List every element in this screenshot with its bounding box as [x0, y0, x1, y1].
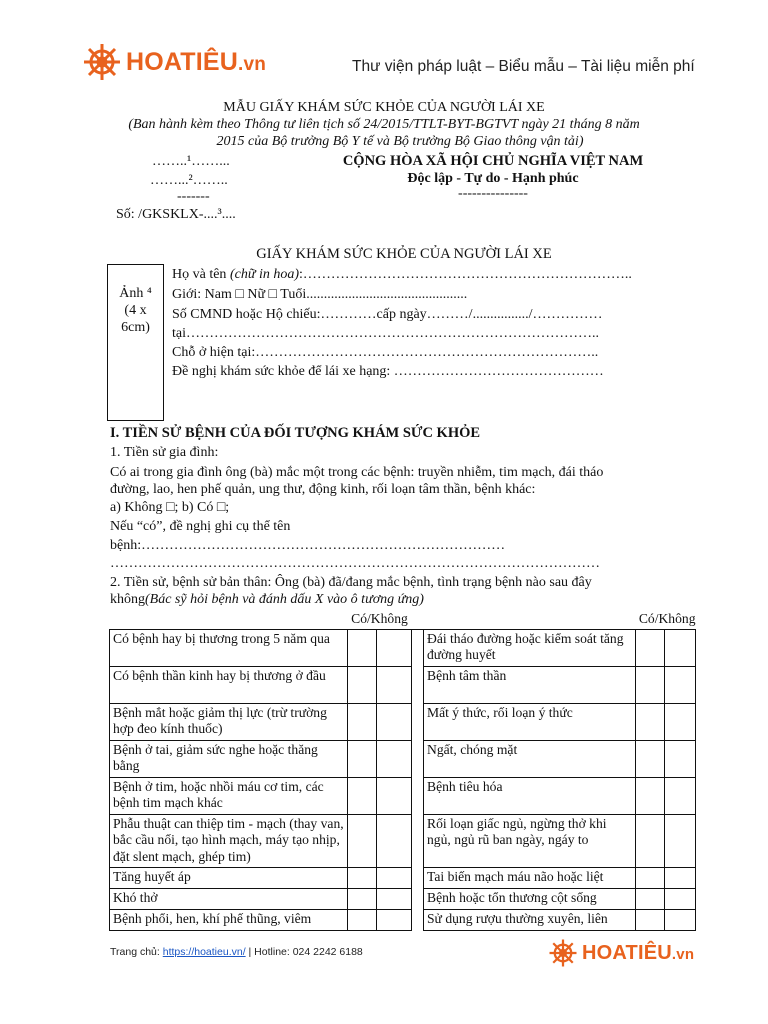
- nation-name: CỘNG HÒA XÃ HỘI CHỦ NGHĨA VIỆT NAM: [342, 153, 644, 169]
- footer-info: Trang chủ: https://hoatieu.vn/ | Hotline: 024 2242 6188: [110, 946, 363, 958]
- family-history-title: 1. Tiền sử gia đình:: [110, 445, 219, 460]
- yes-no-header-right: Có/Không: [636, 611, 696, 629]
- yes-checkbox-left[interactable]: [348, 909, 377, 930]
- yes-checkbox-left[interactable]: [348, 703, 377, 740]
- yes-checkbox-right[interactable]: [636, 867, 665, 888]
- condition-label-left: Phẫu thuật can thiệp tim - mạch (thay van, bắc cầu nối, tạo hình mạch, máy tạo nhịp, đặt slent mạch, ghép tim): [110, 814, 348, 867]
- org-divider: -------: [177, 189, 210, 204]
- yes-checkbox-left[interactable]: [348, 888, 377, 909]
- table-row: [110, 909, 696, 930]
- yes-checkbox-left[interactable]: [348, 629, 377, 666]
- footer-brand-name: HOATIÊU.vn: [582, 941, 695, 964]
- condition-label-left: Bệnh phổi, hen, khí phế thũng, viêm: [110, 909, 348, 930]
- history-table: [109, 611, 696, 931]
- certificate-title: GIẤY KHÁM SỨC KHỎE CỦA NGƯỜI LÁI XE: [256, 246, 552, 262]
- condition-label-left: Bệnh ở tim, hoặc nhồi máu cơ tim, các bệnh tim mạch khác: [110, 777, 348, 814]
- condition-label-right: Rối loạn giấc ngủ, ngừng thở khi ngủ, ngủ rũ ban ngày, ngáy to: [424, 814, 636, 867]
- form-subtitle-2: 2015 của Bộ trưởng Bộ Y tế và Bộ trưởng Bộ Giao thông vận tải): [216, 134, 584, 149]
- family-dots-line: ……………………………………………………………………………………………: [110, 556, 600, 571]
- table-row: [110, 629, 696, 666]
- footer-brand-logo[interactable]: [548, 936, 694, 970]
- no-checkbox-left[interactable]: [377, 888, 412, 909]
- table-gap: [412, 888, 424, 909]
- form-title: MẪU GIẤY KHÁM SỨC KHỎE CỦA NGƯỜI LÁI XE: [223, 100, 545, 115]
- yes-checkbox-left[interactable]: [348, 740, 377, 777]
- no-checkbox-left[interactable]: [377, 777, 412, 814]
- photo-label: Ảnh ⁴: [119, 286, 152, 301]
- gender-age-field[interactable]: Giới: Nam □ Nữ □ Tuổi..............................................: [172, 287, 468, 302]
- yes-checkbox-right[interactable]: [636, 666, 665, 703]
- condition-label-right: Mất ý thức, rối loạn ý thức: [424, 703, 636, 740]
- family-options[interactable]: a) Không □; b) Có □;: [110, 500, 230, 515]
- no-checkbox-left[interactable]: [377, 867, 412, 888]
- condition-label-left: Có bệnh thần kinh hay bị thương ở đầu: [110, 666, 348, 703]
- table-gap: [412, 666, 424, 703]
- yes-checkbox-left[interactable]: [348, 814, 377, 867]
- photo-placeholder: [107, 264, 164, 421]
- family-question-2: đường, lao, hen phế quản, ung thư, động kinh, rối loạn tâm thần, bệnh khác:: [110, 482, 536, 497]
- no-checkbox-right[interactable]: [665, 629, 696, 666]
- brand-logo[interactable]: [82, 40, 266, 84]
- photo-size-2: 6cm): [121, 320, 150, 335]
- condition-label-left: Tăng huyết áp: [110, 867, 348, 888]
- no-checkbox-right[interactable]: [665, 740, 696, 777]
- no-checkbox-right[interactable]: [665, 909, 696, 930]
- org-line-1: ……..¹……...: [152, 154, 230, 169]
- condition-label-right: Bệnh tiêu hóa: [424, 777, 636, 814]
- motto-divider: ---------------: [458, 186, 528, 201]
- license-class-field[interactable]: Đề nghị khám sức khỏe để lái xe hạng: ………………………………………: [172, 364, 604, 379]
- yes-checkbox-left[interactable]: [348, 666, 377, 703]
- condition-label-left: Khó thở: [110, 888, 348, 909]
- address-field[interactable]: Chỗ ở hiện tại:………………………………………………………………..: [172, 345, 599, 360]
- yes-checkbox-right[interactable]: [636, 909, 665, 930]
- table-gap: [412, 909, 424, 930]
- yes-checkbox-right[interactable]: [636, 629, 665, 666]
- homepage-link[interactable]: https://hoatieu.vn/: [162, 946, 246, 958]
- condition-label-right: Đái tháo đường hoặc kiểm soát tăng đường huyết: [424, 629, 636, 666]
- condition-label-right: Tai biến mạch máu não hoặc liệt: [424, 867, 636, 888]
- personal-history-1: 2. Tiền sử, bệnh sử bản thân: Ông (bà) đã/đang mắc bệnh, tình trạng bệnh nào sau đây: [110, 575, 592, 590]
- no-checkbox-left[interactable]: [377, 909, 412, 930]
- photo-size-1: (4 x: [124, 303, 147, 318]
- yes-checkbox-right[interactable]: [636, 740, 665, 777]
- form-subtitle-1: (Ban hành kèm theo Thông tư liên tịch số 24/2015/TTLT-BYT-BGTVT ngày 21 tháng 8 năm: [128, 117, 640, 132]
- section-1-heading: I. TIỀN SỬ BỆNH CỦA ĐỐI TƯỢNG KHÁM SỨC KHỎE: [110, 425, 481, 441]
- yes-checkbox-right[interactable]: [636, 814, 665, 867]
- condition-label-left: Có bệnh hay bị thương trong 5 năm qua: [110, 629, 348, 666]
- table-gap: [412, 703, 424, 740]
- table-gap: [412, 629, 424, 666]
- no-checkbox-right[interactable]: [665, 666, 696, 703]
- org-line-2: ……...²……..: [150, 173, 228, 188]
- family-question-1: Có ai trong gia đình ông (bà) mắc một trong các bệnh: truyền nhiễm, tim mạch, đái tháo: [110, 465, 604, 480]
- motto: Độc lập - Tự do - Hạnh phúc: [407, 171, 579, 186]
- table-row: [110, 740, 696, 777]
- table-gap: [412, 814, 424, 867]
- table-gap: [412, 867, 424, 888]
- personal-history-2: không(Bác sỹ hỏi bệnh và đánh dấu X vào ô tương ứng): [110, 592, 424, 607]
- no-checkbox-left[interactable]: [377, 703, 412, 740]
- condition-label-left: Bệnh mắt hoặc giảm thị lực (trừ trường hợp đeo kính thuốc): [110, 703, 348, 740]
- no-checkbox-left[interactable]: [377, 666, 412, 703]
- condition-label-right: Sử dụng rượu thường xuyên, liên: [424, 909, 636, 930]
- yes-checkbox-right[interactable]: [636, 777, 665, 814]
- table-row: [110, 777, 696, 814]
- no-checkbox-right[interactable]: [665, 777, 696, 814]
- yes-checkbox-left[interactable]: [348, 867, 377, 888]
- no-checkbox-right[interactable]: [665, 867, 696, 888]
- id-place-field[interactable]: tại……………………………………………………………………………..: [172, 326, 599, 341]
- ship-wheel-icon: [548, 938, 578, 968]
- no-checkbox-right[interactable]: [665, 703, 696, 740]
- table-row: [110, 703, 696, 740]
- family-if-yes: Nếu “có”, đề nghị ghi cụ thể tên: [110, 519, 291, 534]
- condition-label-right: Bệnh tâm thần: [424, 666, 636, 703]
- table-row: [110, 888, 696, 909]
- yes-checkbox-right[interactable]: [636, 888, 665, 909]
- yes-checkbox-right[interactable]: [636, 703, 665, 740]
- condition-label-left: Bệnh ở tai, giảm sức nghe hoặc thăng bằng: [110, 740, 348, 777]
- no-checkbox-right[interactable]: [665, 888, 696, 909]
- family-disease-field[interactable]: bệnh:……………………………………………………………………: [110, 538, 506, 553]
- no-checkbox-left[interactable]: [377, 814, 412, 867]
- table-row: [110, 867, 696, 888]
- document-number: Số: /GKSKLX-....³....: [116, 207, 236, 222]
- id-number-field[interactable]: Số CMND hoặc Hộ chiếu:…………cấp ngày………/................/……………: [172, 307, 603, 322]
- name-field[interactable]: Họ và tên (chữ in hoa):……………………………………………………………..: [172, 267, 632, 282]
- brand-tagline: Thư viện pháp luật – Biểu mẫu – Tài liệu miễn phí: [352, 58, 695, 75]
- no-checkbox-right[interactable]: [665, 814, 696, 867]
- no-checkbox-left[interactable]: [377, 740, 412, 777]
- table-row: [110, 666, 696, 703]
- no-checkbox-left[interactable]: [377, 629, 412, 666]
- yes-no-header-left: Có/Không: [348, 611, 412, 629]
- table-gap: [412, 777, 424, 814]
- table-gap: [412, 740, 424, 777]
- ship-wheel-icon: [82, 42, 122, 82]
- condition-label-right: Ngất, chóng mặt: [424, 740, 636, 777]
- brand-name: HOATIÊU.vn: [126, 47, 267, 76]
- table-row: [110, 814, 696, 867]
- yes-checkbox-left[interactable]: [348, 777, 377, 814]
- condition-label-right: Bệnh hoặc tổn thương cột sống: [424, 888, 636, 909]
